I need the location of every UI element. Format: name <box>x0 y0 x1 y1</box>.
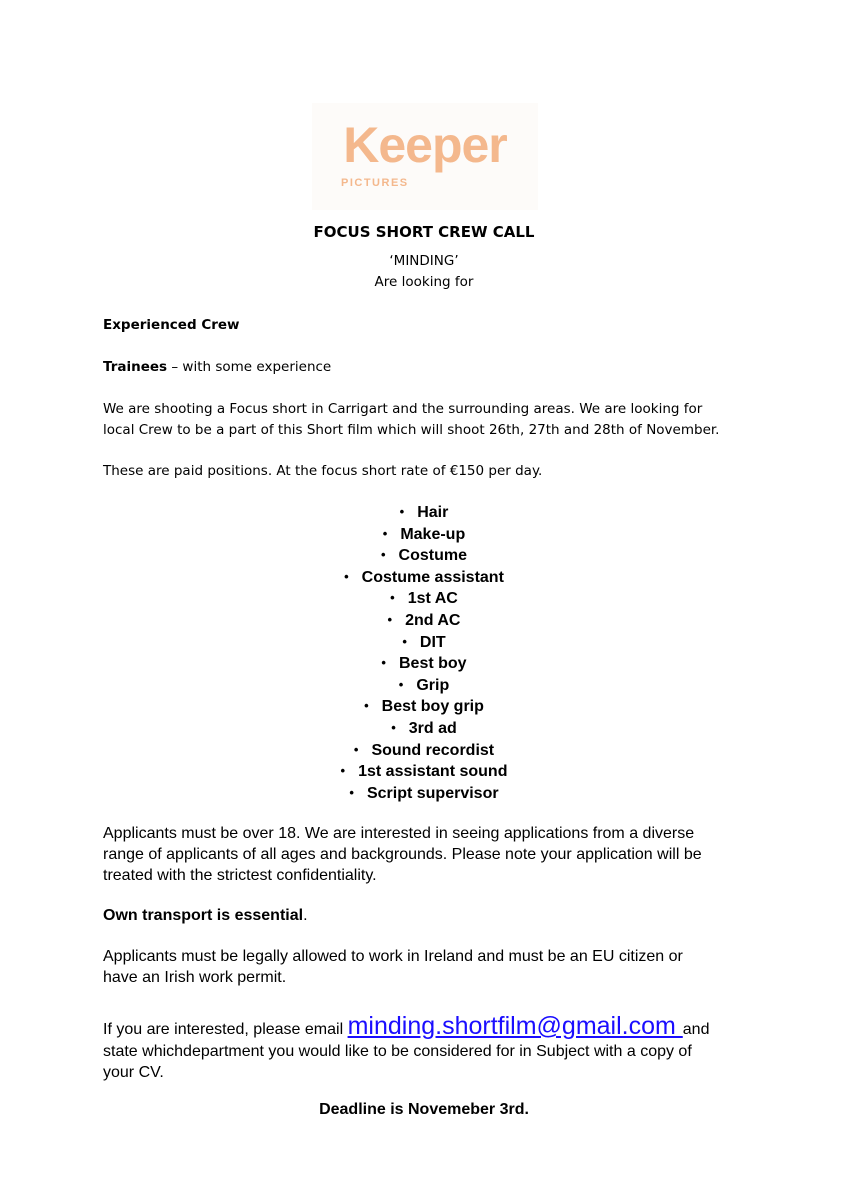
bullet-icon: • <box>364 698 369 714</box>
list-item: • 1st assistant sound <box>340 763 508 781</box>
bullet-icon: • <box>344 568 349 584</box>
deadline-text: Deadline is Novemeber 3rd. <box>319 1101 529 1118</box>
contact-line-2: state whichdepartment you would like to be considered for in Subject with a copy of <box>103 1043 692 1060</box>
page-title: FOCUS SHORT CREW CALL <box>313 223 535 241</box>
list-item: • Costume <box>380 547 467 565</box>
bullet-icon: • <box>399 504 405 519</box>
experienced-crew-heading: Experienced Crew <box>103 317 240 333</box>
applicants-line-2: range of applicants of all ages and backgrounds. Please note your application will be <box>103 846 702 863</box>
logo-wordmark: Keeper <box>343 117 507 173</box>
legal-line-1: Applicants must be legally allowed to work in Ireland and must be an EU citizen or <box>103 948 683 965</box>
looking-for-text: Are looking for <box>374 274 474 290</box>
bullet-icon: • <box>387 611 393 627</box>
bullet-icon: • <box>390 590 395 606</box>
list-item: • Hair <box>399 504 449 521</box>
list-item: • 2nd AC <box>387 611 461 629</box>
bullet-icon: • <box>380 547 386 563</box>
list-item: • Best boy grip <box>364 698 484 716</box>
trainees-line <box>103 357 763 378</box>
bullet-icon: • <box>340 763 346 779</box>
contact-line-3: your CV. <box>103 1064 164 1081</box>
shooting-paragraph <box>103 399 763 441</box>
shooting-line-2: local Crew to be a part of this Short film which will shoot 26th, 27th and 28th of November. <box>103 422 720 438</box>
transport-bold: Own transport is essential <box>103 907 304 924</box>
bullet-icon: • <box>382 525 388 541</box>
logo-subtitle: PICTURES <box>341 177 409 189</box>
list-item: • 1st AC <box>390 590 458 608</box>
contact-suffix: and <box>682 1021 710 1038</box>
trainees-detail: – with some experience <box>167 359 332 375</box>
bullet-icon: • <box>398 676 404 692</box>
list-item: • Best boy <box>381 655 467 673</box>
applicants-line-3: treated with the strictest confidentiality. <box>103 867 377 884</box>
bullet-icon: • <box>349 784 354 800</box>
film-title: ‘MINDING’ <box>389 253 459 269</box>
bullet-icon: • <box>353 741 359 757</box>
transport-tail: . <box>303 907 308 924</box>
shooting-line-1: We are shooting a Focus short in Carrigart and the surrounding areas. We are looking for <box>103 401 703 417</box>
bullet-icon: • <box>391 719 396 735</box>
email-link[interactable]: minding.shortfilm@gmail.com <box>347 1012 683 1040</box>
contact-prefix: If you are interested, please email <box>103 1021 348 1038</box>
keeper-pictures-logo <box>312 103 538 210</box>
contact-line-1 <box>103 1011 783 1041</box>
paid-positions-text: These are paid positions. At the focus short rate of €150 per day. <box>103 463 543 479</box>
roles-list <box>0 502 848 804</box>
bullet-icon: • <box>402 633 407 649</box>
list-item: • Sound recordist <box>353 741 495 759</box>
list-item: • DIT <box>402 633 446 651</box>
list-item: • 3rd ad <box>391 719 457 737</box>
list-item: • Make-up <box>382 525 466 543</box>
list-item: • Costume assistant <box>344 568 504 586</box>
legal-line-2: have an Irish work permit. <box>103 969 287 986</box>
list-item: • Grip <box>398 676 450 694</box>
bullet-icon: • <box>381 655 386 671</box>
transport-line <box>103 905 763 926</box>
contact-paragraph <box>103 1011 783 1083</box>
legal-paragraph <box>103 946 763 988</box>
list-item: • Script supervisor <box>349 784 499 802</box>
applicants-line-1: Applicants must be over 18. We are interested in seeing applications from a diverse <box>103 825 695 842</box>
trainees-label: Trainees <box>103 359 168 375</box>
applicants-paragraph <box>103 823 763 886</box>
